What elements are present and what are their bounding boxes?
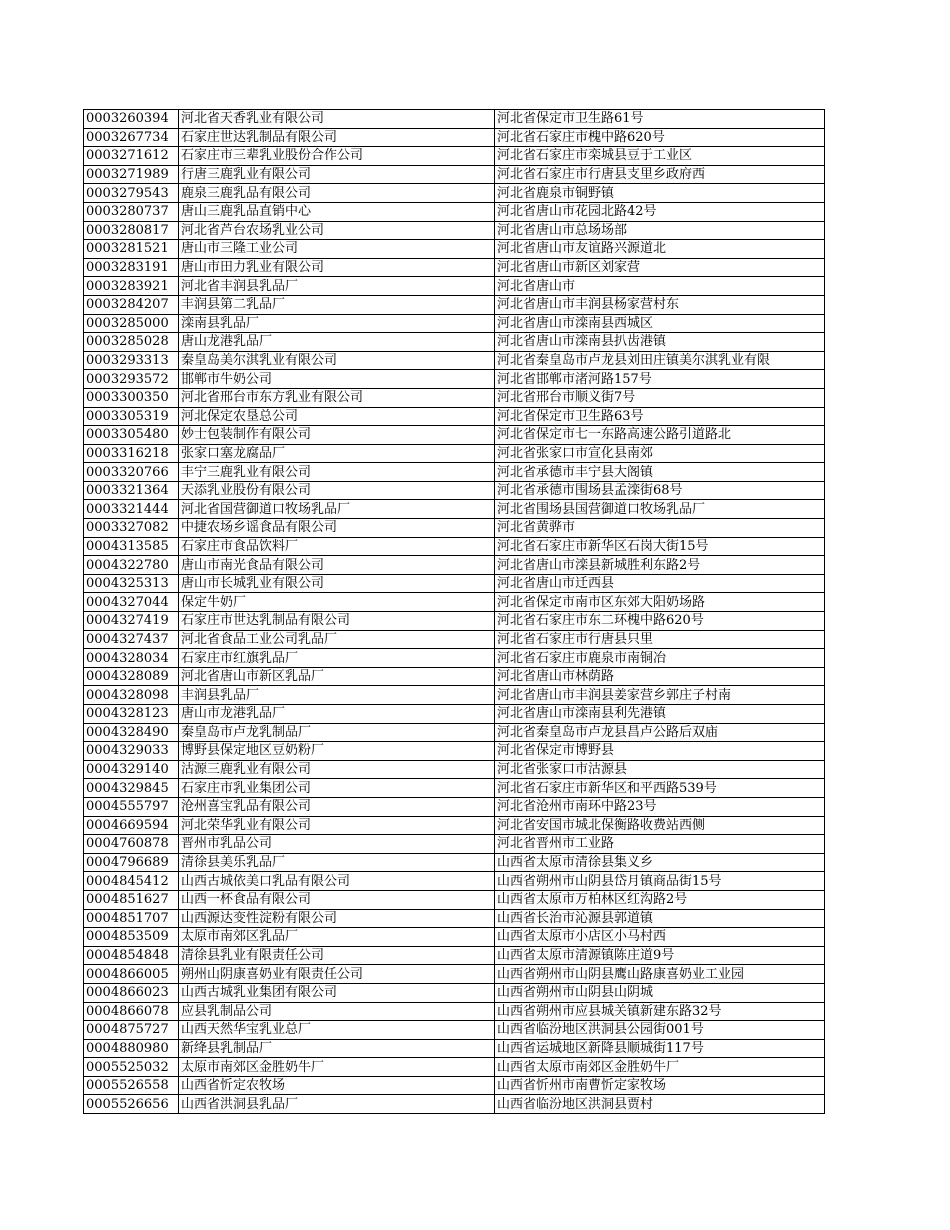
table-row (84, 388, 825, 407)
code-cell: 0004866078 (84, 1002, 179, 1021)
company-name-cell: 河北荣华乳业有限公司 (179, 816, 495, 835)
address-cell: 河北省唐山市滦南县扒齿港镇 (495, 333, 825, 352)
address-cell: 河北省保定市卫生路61号 (495, 110, 825, 129)
address-cell: 山西省太原市小店区小马村西 (495, 928, 825, 947)
table-row (84, 853, 825, 872)
company-name-cell: 河北省邢台市东方乳业有限公司 (179, 388, 495, 407)
address-cell: 河北省唐山市迁西县 (495, 574, 825, 593)
code-cell: 0003327082 (84, 519, 179, 538)
address-cell: 河北省鹿泉市铜野镇 (495, 184, 825, 203)
table-row (84, 816, 825, 835)
code-cell: 0003280817 (84, 221, 179, 240)
address-cell: 河北省唐山市滦南县利先港镇 (495, 705, 825, 724)
table-row (84, 240, 825, 259)
table-row (84, 872, 825, 891)
address-cell: 山西省长治市沁源县郭道镇 (495, 909, 825, 928)
table-row (84, 797, 825, 816)
address-cell: 河北省唐山市丰润县姜家营乡郭庄子村南 (495, 686, 825, 705)
table-row (84, 574, 825, 593)
company-name-cell: 唐山市龙港乳品厂 (179, 705, 495, 724)
code-cell: 0004328034 (84, 649, 179, 668)
company-name-cell: 河北省食品工业公司乳品厂 (179, 630, 495, 649)
table-row (84, 333, 825, 352)
address-cell: 河北省黄骅市 (495, 519, 825, 538)
address-cell: 河北省石家庄市行唐县只里 (495, 630, 825, 649)
code-cell: 0004322780 (84, 556, 179, 575)
code-cell: 0003260394 (84, 110, 179, 129)
address-cell: 河北省邯郸市渚河路157号 (495, 370, 825, 389)
table-row (84, 835, 825, 854)
company-name-cell: 石家庄市世达乳制品有限公司 (179, 612, 495, 631)
company-name-cell: 唐山三鹿乳品直销中心 (179, 202, 495, 221)
company-name-cell: 清徐县美乐乳品厂 (179, 853, 495, 872)
company-name-cell: 唐山市田力乳业有限公司 (179, 258, 495, 277)
table-row (84, 500, 825, 519)
address-cell: 河北省石家庄市槐中路620号 (495, 128, 825, 147)
company-name-cell: 丰宁三鹿乳业有限公司 (179, 463, 495, 482)
code-cell: 0005526558 (84, 1076, 179, 1095)
address-cell: 河北省唐山市滦县新城胜利东路2号 (495, 556, 825, 575)
code-cell: 0004328123 (84, 705, 179, 724)
code-cell: 0003293313 (84, 351, 179, 370)
code-cell: 0003300350 (84, 388, 179, 407)
company-name-cell: 山西一杯食品有限公司 (179, 890, 495, 909)
code-cell: 0004851627 (84, 890, 179, 909)
code-cell: 0004328098 (84, 686, 179, 705)
company-name-cell: 山西古城依美口乳品有限公司 (179, 872, 495, 891)
company-name-cell: 山西古城乳业集团有限公司 (179, 983, 495, 1002)
code-cell: 0004327419 (84, 612, 179, 631)
address-cell: 山西省临汾地区洪洞县公园街001号 (495, 1021, 825, 1040)
address-cell: 河北省秦皇岛市卢龙县刘田庄镇美尔淇乳业有限 (495, 351, 825, 370)
address-cell: 山西省朔州市山阴县鹰山路康喜奶业工业园 (495, 965, 825, 984)
company-name-cell: 丰润县第二乳品厂 (179, 295, 495, 314)
company-name-cell: 清徐县乳业有限责任公司 (179, 946, 495, 965)
code-cell: 0004313585 (84, 537, 179, 556)
company-name-cell: 山西省洪洞县乳品厂 (179, 1095, 495, 1114)
address-cell: 河北省保定市七一东路高速公路引道路北 (495, 426, 825, 445)
code-cell: 0003279543 (84, 184, 179, 203)
company-name-cell: 朔州山阴康喜奶业有限责任公司 (179, 965, 495, 984)
code-cell: 0003267734 (84, 128, 179, 147)
code-cell: 0004866005 (84, 965, 179, 984)
company-table (83, 109, 825, 1114)
address-cell: 山西省朔州市山阴县山阴城 (495, 983, 825, 1002)
address-cell: 河北省唐山市丰润县杨家营村东 (495, 295, 825, 314)
address-cell: 山西省忻州市南曹忻定家牧场 (495, 1076, 825, 1095)
address-cell: 山西省太原市清徐县集义乡 (495, 853, 825, 872)
table-row (84, 407, 825, 426)
table-row (84, 351, 825, 370)
table-row (84, 537, 825, 556)
company-name-cell: 天添乳业股份有限公司 (179, 481, 495, 500)
code-cell: 0003271612 (84, 147, 179, 166)
company-name-cell: 新绛县乳制品厂 (179, 1039, 495, 1058)
table-row (84, 760, 825, 779)
address-cell: 河北省石家庄市栾城县豆于工业区 (495, 147, 825, 166)
table-row (84, 258, 825, 277)
table-row (84, 593, 825, 612)
code-cell: 0003283921 (84, 277, 179, 296)
address-cell: 河北省唐山市花园北路42号 (495, 202, 825, 221)
table-row (84, 928, 825, 947)
code-cell: 0004796689 (84, 853, 179, 872)
table-row (84, 314, 825, 333)
table-row (84, 686, 825, 705)
code-cell: 0003316218 (84, 444, 179, 463)
code-cell: 0005526656 (84, 1095, 179, 1114)
company-name-cell: 鹿泉三鹿乳品有限公司 (179, 184, 495, 203)
table-row (84, 612, 825, 631)
address-cell: 河北省唐山市新区刘家营 (495, 258, 825, 277)
company-name-cell: 太原市南郊区金胜奶牛厂 (179, 1058, 495, 1077)
company-name-cell: 博野县保定地区豆奶粉厂 (179, 742, 495, 761)
code-cell: 0004329140 (84, 760, 179, 779)
table-row (84, 965, 825, 984)
address-cell: 山西省太原市南郊区金胜奶牛厂 (495, 1058, 825, 1077)
address-cell: 河北省石家庄市行唐县支里乡政府西 (495, 165, 825, 184)
address-cell: 河北省保定市博野县 (495, 742, 825, 761)
company-name-cell: 应县乳制品公司 (179, 1002, 495, 1021)
address-cell: 山西省运城地区新降县顺城街117号 (495, 1039, 825, 1058)
company-name-cell: 妙士包装制作有限公司 (179, 426, 495, 445)
address-cell: 河北省邢台市顺义街7号 (495, 388, 825, 407)
address-cell: 山西省朔州市应县城关镇新建东路32号 (495, 1002, 825, 1021)
code-cell: 0003320766 (84, 463, 179, 482)
code-cell: 0003283191 (84, 258, 179, 277)
table-row (84, 890, 825, 909)
table-row (84, 742, 825, 761)
company-name-cell: 河北省芦台农场乳业公司 (179, 221, 495, 240)
address-cell: 河北省石家庄市东二环槐中路620号 (495, 612, 825, 631)
company-name-cell: 晋州市乳品公司 (179, 835, 495, 854)
address-cell: 河北省围场县国营御道口牧场乳品厂 (495, 500, 825, 519)
address-cell: 河北省晋州市工业路 (495, 835, 825, 854)
address-cell: 河北省唐山市滦南县西城区 (495, 314, 825, 333)
address-cell: 河北省唐山市总场场部 (495, 221, 825, 240)
table-row (84, 946, 825, 965)
company-name-cell: 河北省唐山市新区乳品厂 (179, 667, 495, 686)
company-name-cell: 沧州喜宝乳品有限公司 (179, 797, 495, 816)
address-cell: 河北省沧州市南环中路23号 (495, 797, 825, 816)
company-name-cell: 石家庄市乳业集团公司 (179, 779, 495, 798)
code-cell: 0003280737 (84, 202, 179, 221)
table-row (84, 295, 825, 314)
address-cell: 河北省安国市城北保衡路收费站西侧 (495, 816, 825, 835)
code-cell: 0004853509 (84, 928, 179, 947)
address-cell: 山西省太原市万柏林区红沟路2号 (495, 890, 825, 909)
code-cell: 0003293572 (84, 370, 179, 389)
table-row (84, 556, 825, 575)
table-row (84, 1021, 825, 1040)
code-cell: 0003305319 (84, 407, 179, 426)
company-name-cell: 太原市南郊区乳品厂 (179, 928, 495, 947)
table-row (84, 779, 825, 798)
table-row (84, 723, 825, 742)
code-cell: 0004669594 (84, 816, 179, 835)
company-name-cell: 河北省天香乳业有限公司 (179, 110, 495, 129)
company-name-cell: 山西省忻定农牧场 (179, 1076, 495, 1095)
table-row (84, 147, 825, 166)
code-cell: 0004329033 (84, 742, 179, 761)
table-row (84, 184, 825, 203)
company-name-cell: 秦皇岛美尔淇乳业有限公司 (179, 351, 495, 370)
table-row (84, 1076, 825, 1095)
table-row (84, 128, 825, 147)
address-cell: 河北省张家口市宣化县南郊 (495, 444, 825, 463)
table-row (84, 649, 825, 668)
table-row (84, 165, 825, 184)
table-row (84, 202, 825, 221)
table-row (84, 630, 825, 649)
address-cell: 河北省保定市南市区东郊大阳奶场路 (495, 593, 825, 612)
company-name-cell: 石家庄市三辈乳业股份合作公司 (179, 147, 495, 166)
table-row (84, 1095, 825, 1114)
address-cell: 河北省石家庄市新华区石岗大街15号 (495, 537, 825, 556)
address-cell: 河北省张家口市沽源县 (495, 760, 825, 779)
table-row (84, 909, 825, 928)
code-cell: 0003305480 (84, 426, 179, 445)
code-cell: 0004329845 (84, 779, 179, 798)
code-cell: 0004851707 (84, 909, 179, 928)
address-cell: 山西省朔州市山阴县岱月镇商品街15号 (495, 872, 825, 891)
table-row (84, 370, 825, 389)
company-name-cell: 丰润县乳品厂 (179, 686, 495, 705)
address-cell: 河北省石家庄市鹿泉市南铜冶 (495, 649, 825, 668)
company-name-cell: 邯郸市牛奶公司 (179, 370, 495, 389)
code-cell: 0004327044 (84, 593, 179, 612)
company-name-cell: 山西源达变性淀粉有限公司 (179, 909, 495, 928)
company-name-cell: 唐山龙港乳品厂 (179, 333, 495, 352)
company-name-cell: 石家庄市食品饮料厂 (179, 537, 495, 556)
company-name-cell: 石家庄市红旗乳品厂 (179, 649, 495, 668)
address-cell: 山西省临汾地区洪洞县贾村 (495, 1095, 825, 1114)
code-cell: 0003271989 (84, 165, 179, 184)
code-cell: 0004845412 (84, 872, 179, 891)
company-name-cell: 唐山市三隆工业公司 (179, 240, 495, 259)
code-cell: 0003285000 (84, 314, 179, 333)
code-cell: 0005525032 (84, 1058, 179, 1077)
code-cell: 0003321364 (84, 481, 179, 500)
code-cell: 0004854848 (84, 946, 179, 965)
address-cell: 山西省太原市清源镇陈庄道9号 (495, 946, 825, 965)
company-name-cell: 中捷农场乡谣食品有限公司 (179, 519, 495, 538)
address-cell: 河北省承德市丰宁县大阁镇 (495, 463, 825, 482)
code-cell: 0004555797 (84, 797, 179, 816)
address-cell: 河北省承德市围场县孟滦街68号 (495, 481, 825, 500)
table-row (84, 983, 825, 1002)
company-name-cell: 山西天然华宝乳业总厂 (179, 1021, 495, 1040)
table-row (84, 667, 825, 686)
company-name-cell: 石家庄世达乳制品有限公司 (179, 128, 495, 147)
code-cell: 0003321444 (84, 500, 179, 519)
code-cell: 0004328490 (84, 723, 179, 742)
table-row (84, 705, 825, 724)
code-cell: 0004327437 (84, 630, 179, 649)
table-row (84, 277, 825, 296)
code-cell: 0003281521 (84, 240, 179, 259)
table-row (84, 1002, 825, 1021)
table-row (84, 463, 825, 482)
table-row (84, 481, 825, 500)
table-row (84, 1039, 825, 1058)
code-cell: 0004875727 (84, 1021, 179, 1040)
address-cell: 河北省保定市卫生路63号 (495, 407, 825, 426)
code-cell: 0003284207 (84, 295, 179, 314)
table-row (84, 1058, 825, 1077)
company-name-cell: 河北省丰润县乳品厂 (179, 277, 495, 296)
company-name-cell: 秦皇岛市卢龙乳制品厂 (179, 723, 495, 742)
company-name-cell: 行唐三鹿乳业有限公司 (179, 165, 495, 184)
company-table-body (84, 110, 825, 1114)
company-name-cell: 沽源三鹿乳业有限公司 (179, 760, 495, 779)
address-cell: 河北省唐山市林荫路 (495, 667, 825, 686)
code-cell: 0004328089 (84, 667, 179, 686)
company-name-cell: 唐山市长城乳业有限公司 (179, 574, 495, 593)
address-cell: 河北省石家庄市新华区和平西路539号 (495, 779, 825, 798)
address-cell: 河北省唐山市 (495, 277, 825, 296)
code-cell: 0003285028 (84, 333, 179, 352)
code-cell: 0004325313 (84, 574, 179, 593)
table-row (84, 221, 825, 240)
code-cell: 0004760878 (84, 835, 179, 854)
company-name-cell: 滦南县乳品厂 (179, 314, 495, 333)
table-row (84, 444, 825, 463)
table-row (84, 110, 825, 129)
table-row (84, 426, 825, 445)
table-row (84, 519, 825, 538)
code-cell: 0004880980 (84, 1039, 179, 1058)
company-name-cell: 河北省国营御道口牧场乳品厂 (179, 500, 495, 519)
address-cell: 河北省秦皇岛市卢龙县昌卢公路后双庙 (495, 723, 825, 742)
company-name-cell: 唐山市南光食品有限公司 (179, 556, 495, 575)
company-name-cell: 张家口塞龙腐品厂 (179, 444, 495, 463)
company-name-cell: 河北保定农垦总公司 (179, 407, 495, 426)
code-cell: 0004866023 (84, 983, 179, 1002)
address-cell: 河北省唐山市友谊路兴源道北 (495, 240, 825, 259)
company-name-cell: 保定牛奶厂 (179, 593, 495, 612)
